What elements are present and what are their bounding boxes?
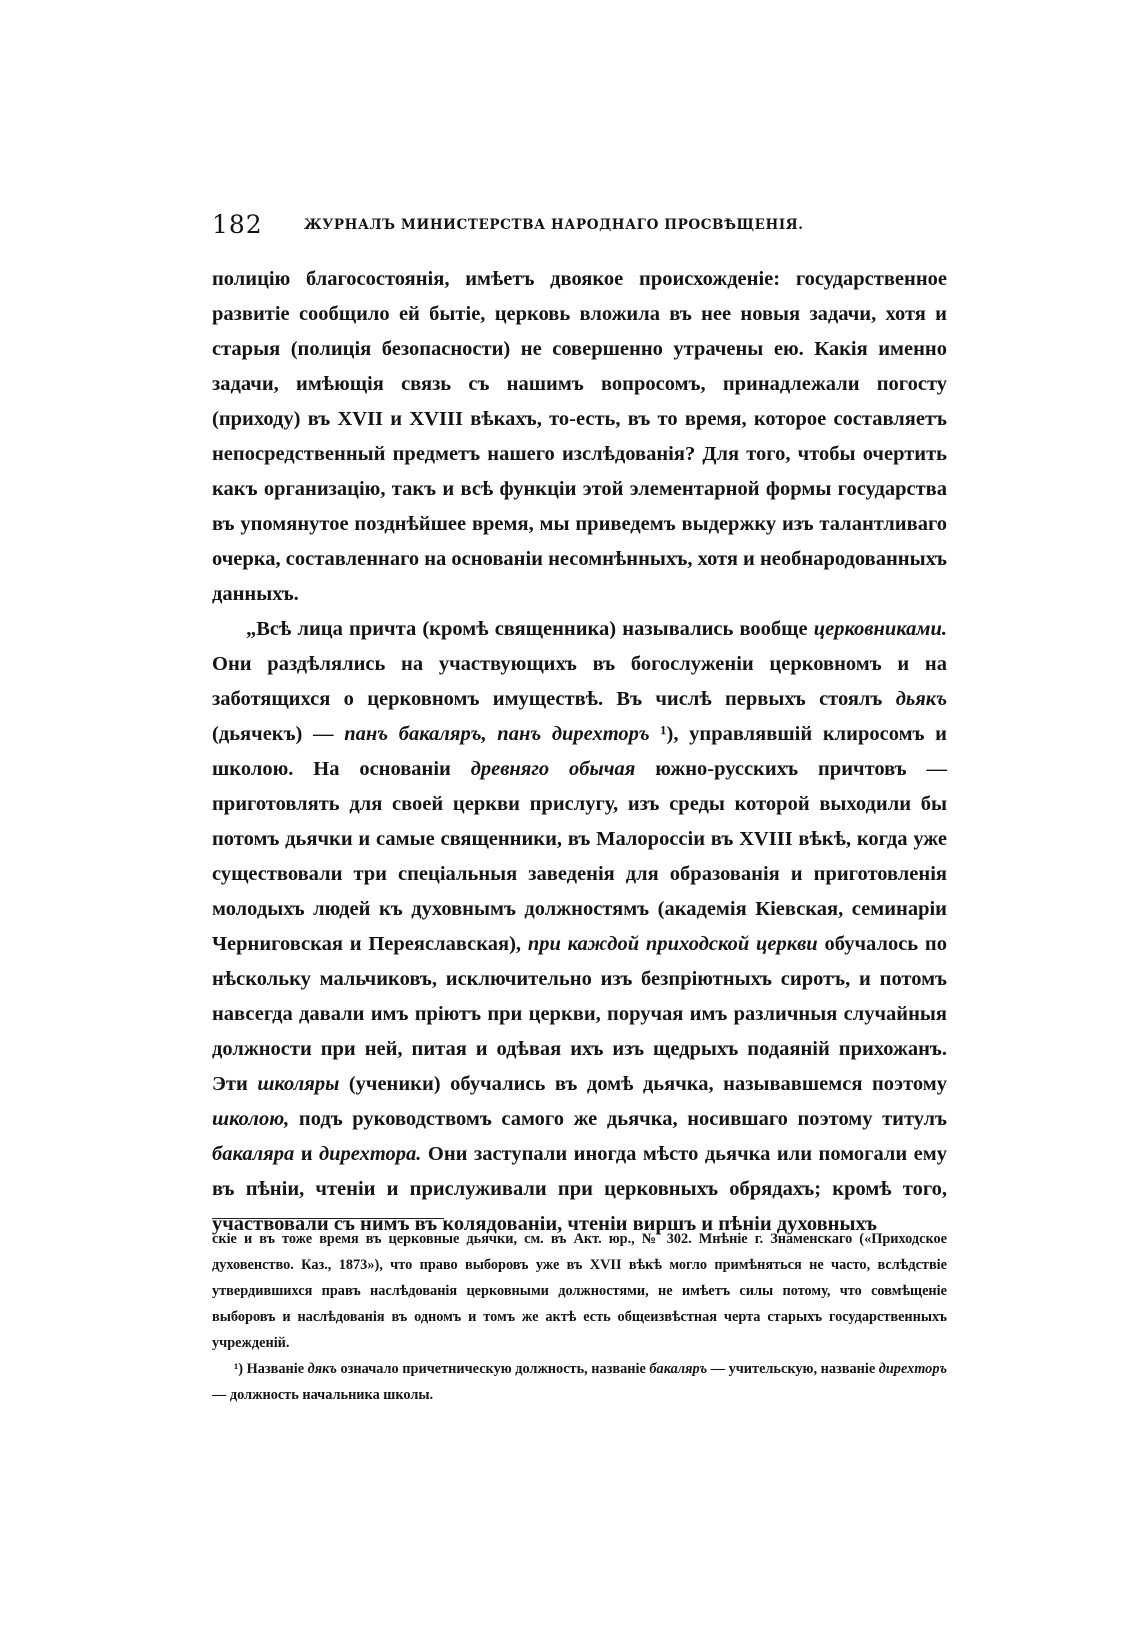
paragraph-2 [212, 612, 947, 1242]
italic-term: школяры [257, 1073, 340, 1095]
running-header [212, 210, 947, 240]
italic-term: бакаляра [212, 1143, 295, 1165]
text-run: означало причетническую должность, названіе [336, 1361, 650, 1377]
text-run: ¹), управлявшій клиросомъ и школою. На основаніи [212, 723, 947, 780]
italic-term: церковниками. [813, 618, 947, 640]
text-run: — должность начальника школы. [212, 1387, 434, 1403]
italic-term: дирехтора. [318, 1143, 422, 1165]
running-title: ЖУРНАЛЪ МИНИСТЕРСТВА НАРОДНАГО ПРОСВѢЩЕНІЯ. [304, 217, 804, 233]
italic-term: панъ бакаляръ, панъ дирехторъ [344, 723, 650, 745]
text-run: (ученики) обучались въ домѣ дьячка, называвшемся поэтому [339, 1073, 947, 1095]
text-run: — учительскую, названіе [707, 1361, 879, 1377]
text-run: Они раздѣлялись на участвующихъ въ богослуженіи церковномъ и на заботящихся о церковномъ имуществѣ. Въ числѣ первыхъ стоялъ [212, 653, 947, 710]
italic-term: древняго обычая [470, 758, 636, 780]
paragraph-1: полицію благосостоянія, имѣетъ двоякое происхожденіе: государственное развитіе сообщило ей бытіе, церковь вложила въ нее новыя задачи, хотя и старыя (полиція безопасности) не совершенно утрачены ею. Какія именно задачи, имѣющія связь съ нашимъ вопросомъ, принадлежали погосту (приходу) въ XVII и XVIII вѣкахъ, то-есть, въ то время, которое составляетъ непосредственный предметъ нашего изслѣдованія? Для того, чтобы очертить какъ организацію, такъ и всѣ функціи этой элементарной формы государства въ упомянутое позднѣйшее время, мы приведемъ выдержку изъ талантливаго очерка, составленнаго на основаніи несомнѣнныхъ, хотя и необнародованныхъ данныхъ. [212, 268, 948, 605]
italic-term: школою, [212, 1108, 290, 1130]
text-run: подъ руководствомъ самого же дьячка, носившаго поэтому титулъ [289, 1108, 947, 1130]
text-run: и [294, 1143, 319, 1165]
text-run: Они заступали иногда мѣсто дьячка или помогали ему въ пѣніи, чтеніи и прислуживали при церковныхъ обрядахъ; кромѣ того, участвовали съ нимъ въ колядованіи, чтеніи виршъ и пѣніи духовныхъ [212, 1143, 947, 1235]
footnote-divider [212, 1218, 444, 1219]
page-number: 182 [212, 210, 263, 239]
body-text [212, 262, 947, 1242]
text-run: южно-русскихъ причтовъ — приготовлять для своей церкви прислугу, изъ среды которой выходили бы потомъ дьячки и самые священники, въ Малороссіи въ XVIII вѣкѣ, когда уже существовали три спеціальныя заведенія для образованія и приготовленія молодыхъ людей къ духовнымъ должностямъ (академія Кіевская, семинаріи Черниговская и Переяславская), [212, 758, 947, 955]
italic-term: бакаляръ [649, 1361, 708, 1377]
italic-term: при каждой приходской церкви [527, 933, 818, 955]
text-run: (дьячекъ) — [212, 723, 345, 745]
italic-term: дирехторъ [878, 1361, 948, 1377]
italic-term: дьякъ [895, 688, 947, 710]
text-run: „Всѣ лица причта (кромѣ священника) назывались вообще [246, 618, 814, 640]
text-run: обучалось по нѣскольку мальчиковъ, исключительно изъ безпріютныхъ сиротъ, и потомъ навсегда давали имъ пріютъ при церкви, поручая имъ различныя случайныя должности при ней, питая и одѣвая ихъ изъ щедрыхъ подаяній прихожанъ. Эти [212, 933, 947, 1095]
footnote-continued: скіе и въ тоже время въ церковные дьячки, см. въ Акт. юр., № 302. Мнѣніе г. Знаменскаго («Приходское духовенство. Каз., 1873»), что право выборовъ уже въ XVII вѣкѣ могло примѣняться не часто, вслѣдствіе утвердившихся правъ наслѣдованія церковными должностями, не имѣетъ силы потому, что совмѣщеніе выборовъ и наслѣдованія въ одномъ и томъ же актѣ есть общеизвѣстная черта старыхъ государственныхъ учрежденій. [212, 1231, 947, 1351]
footnotes [212, 1226, 947, 1408]
footnote-1 [212, 1356, 947, 1408]
text-run: ¹) Названіе [234, 1361, 308, 1377]
italic-term: дякъ [307, 1361, 337, 1377]
